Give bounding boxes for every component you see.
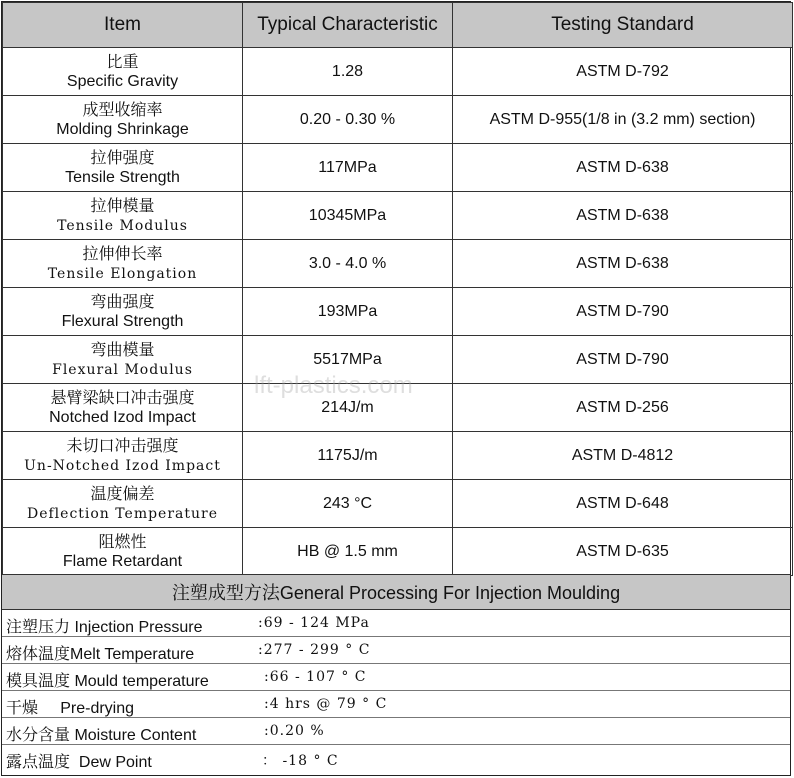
item-cn: 未切口冲击强度 <box>66 435 179 455</box>
standard-cell: ASTM D-790 <box>453 288 793 336</box>
processing-label: 注塑压力 Injection Pressure <box>6 619 203 636</box>
item-cn: 成型收缩率 <box>82 99 163 119</box>
value-cell: 1175J/m <box>243 432 453 480</box>
item-en: Flexural Modulus <box>52 361 193 378</box>
datasheet <box>1 1 791 776</box>
item-cn: 拉伸伸长率 <box>82 243 163 263</box>
properties-table <box>2 2 793 576</box>
processing-section-title: 注塑成型方法General Processing For Injection Moulding <box>2 574 790 610</box>
item-en: Tensile Modulus <box>57 217 188 234</box>
value-cell: HB @ 1.5 mm <box>243 528 453 576</box>
value-cell: 0.20 - 0.30 % <box>243 96 453 144</box>
value-cell: 214J/m <box>243 384 453 432</box>
standard-cell: ASTM D-256 <box>453 384 793 432</box>
item-en: Flexural Strength <box>61 312 184 330</box>
standard-cell: ASTM D-638 <box>453 144 793 192</box>
item-cn: 比重 <box>106 51 139 71</box>
list-item <box>2 745 790 772</box>
value-cell: 243 °C <box>243 480 453 528</box>
item-cn: 温度偏差 <box>90 483 155 503</box>
item-cell <box>3 192 243 240</box>
item-cell <box>3 144 243 192</box>
processing-label: 水分含量 Moisture Content <box>6 727 197 744</box>
standard-cell: ASTM D-638 <box>453 192 793 240</box>
processing-label: 熔体温度Melt Temperature <box>6 646 195 663</box>
list-item <box>2 664 790 691</box>
item-cell <box>3 384 243 432</box>
item-cell <box>3 528 243 576</box>
table-row <box>3 384 793 432</box>
item-cell <box>3 48 243 96</box>
list-item <box>2 718 790 745</box>
value-cell: 193MPa <box>243 288 453 336</box>
processing-value: :0.20 % <box>264 723 325 739</box>
processing-label: 干燥 Pre-drying <box>6 700 135 717</box>
processing-value: :4 hrs @ 79 ° C <box>264 696 388 712</box>
header-item: Item <box>3 3 243 48</box>
standard-cell: ASTM D-4812 <box>453 432 793 480</box>
table-row <box>3 528 793 576</box>
item-cn: 弯曲模量 <box>90 339 155 359</box>
processing-value: :66 - 107 ° C <box>264 669 367 685</box>
standard-cell: ASTM D-638 <box>453 240 793 288</box>
table-row <box>3 48 793 96</box>
item-en: Un-Notched Izod Impact <box>24 457 221 474</box>
table-row <box>3 336 793 384</box>
value-cell: 1.28 <box>243 48 453 96</box>
item-cn: 阻燃性 <box>98 531 147 551</box>
table-row <box>3 432 793 480</box>
item-cell <box>3 432 243 480</box>
table-row <box>3 288 793 336</box>
item-cell <box>3 96 243 144</box>
processing-label: 露点温度 Dew Point <box>6 754 152 771</box>
list-item <box>2 637 790 664</box>
processing-list <box>2 610 790 772</box>
value-cell: 117MPa <box>243 144 453 192</box>
item-cn: 悬臂梁缺口冲击强度 <box>50 387 195 407</box>
item-en: Tensile Elongation <box>47 265 198 282</box>
table-header-row <box>3 3 793 48</box>
item-cn: 拉伸强度 <box>90 147 155 167</box>
watermark: lft-plastics.com <box>254 372 413 399</box>
value-cell: 5517MPa <box>243 336 453 384</box>
item-en: Deflection Temperature <box>26 505 218 522</box>
table-row <box>3 144 793 192</box>
standard-cell: ASTM D-635 <box>453 528 793 576</box>
item-en: Specific Gravity <box>66 72 179 90</box>
processing-value: ： -18 ° C <box>262 753 339 769</box>
value-cell: 10345MPa <box>243 192 453 240</box>
item-en: Molding Shrinkage <box>56 120 189 138</box>
table-row <box>3 192 793 240</box>
list-item <box>2 691 790 718</box>
table-row <box>3 240 793 288</box>
processing-value: :277 - 299 ° C <box>258 642 371 658</box>
value-cell: 3.0 - 4.0 % <box>243 240 453 288</box>
list-item <box>2 610 790 637</box>
item-cell <box>3 480 243 528</box>
header-typical-characteristic: Typical Characteristic <box>243 3 453 48</box>
header-testing-standard: Testing Standard <box>453 3 793 48</box>
standard-cell: ASTM D-792 <box>453 48 793 96</box>
processing-value: :69 - 124 MPa <box>258 615 370 631</box>
item-en: Flame Retardant <box>62 552 183 570</box>
item-cn: 拉伸模量 <box>90 195 155 215</box>
item-cell <box>3 336 243 384</box>
item-cn: 弯曲强度 <box>90 291 155 311</box>
standard-cell: ASTM D-790 <box>453 336 793 384</box>
item-en: Notched Izod Impact <box>49 408 196 426</box>
item-en: Tensile Strength <box>65 168 180 186</box>
item-cell <box>3 288 243 336</box>
processing-label: 模具温度 Mould temperature <box>6 673 209 690</box>
item-cell <box>3 240 243 288</box>
standard-cell: ASTM D-648 <box>453 480 793 528</box>
table-row <box>3 96 793 144</box>
table-row <box>3 480 793 528</box>
standard-cell: ASTM D-955(1/8 in (3.2 mm) section) <box>453 96 793 144</box>
